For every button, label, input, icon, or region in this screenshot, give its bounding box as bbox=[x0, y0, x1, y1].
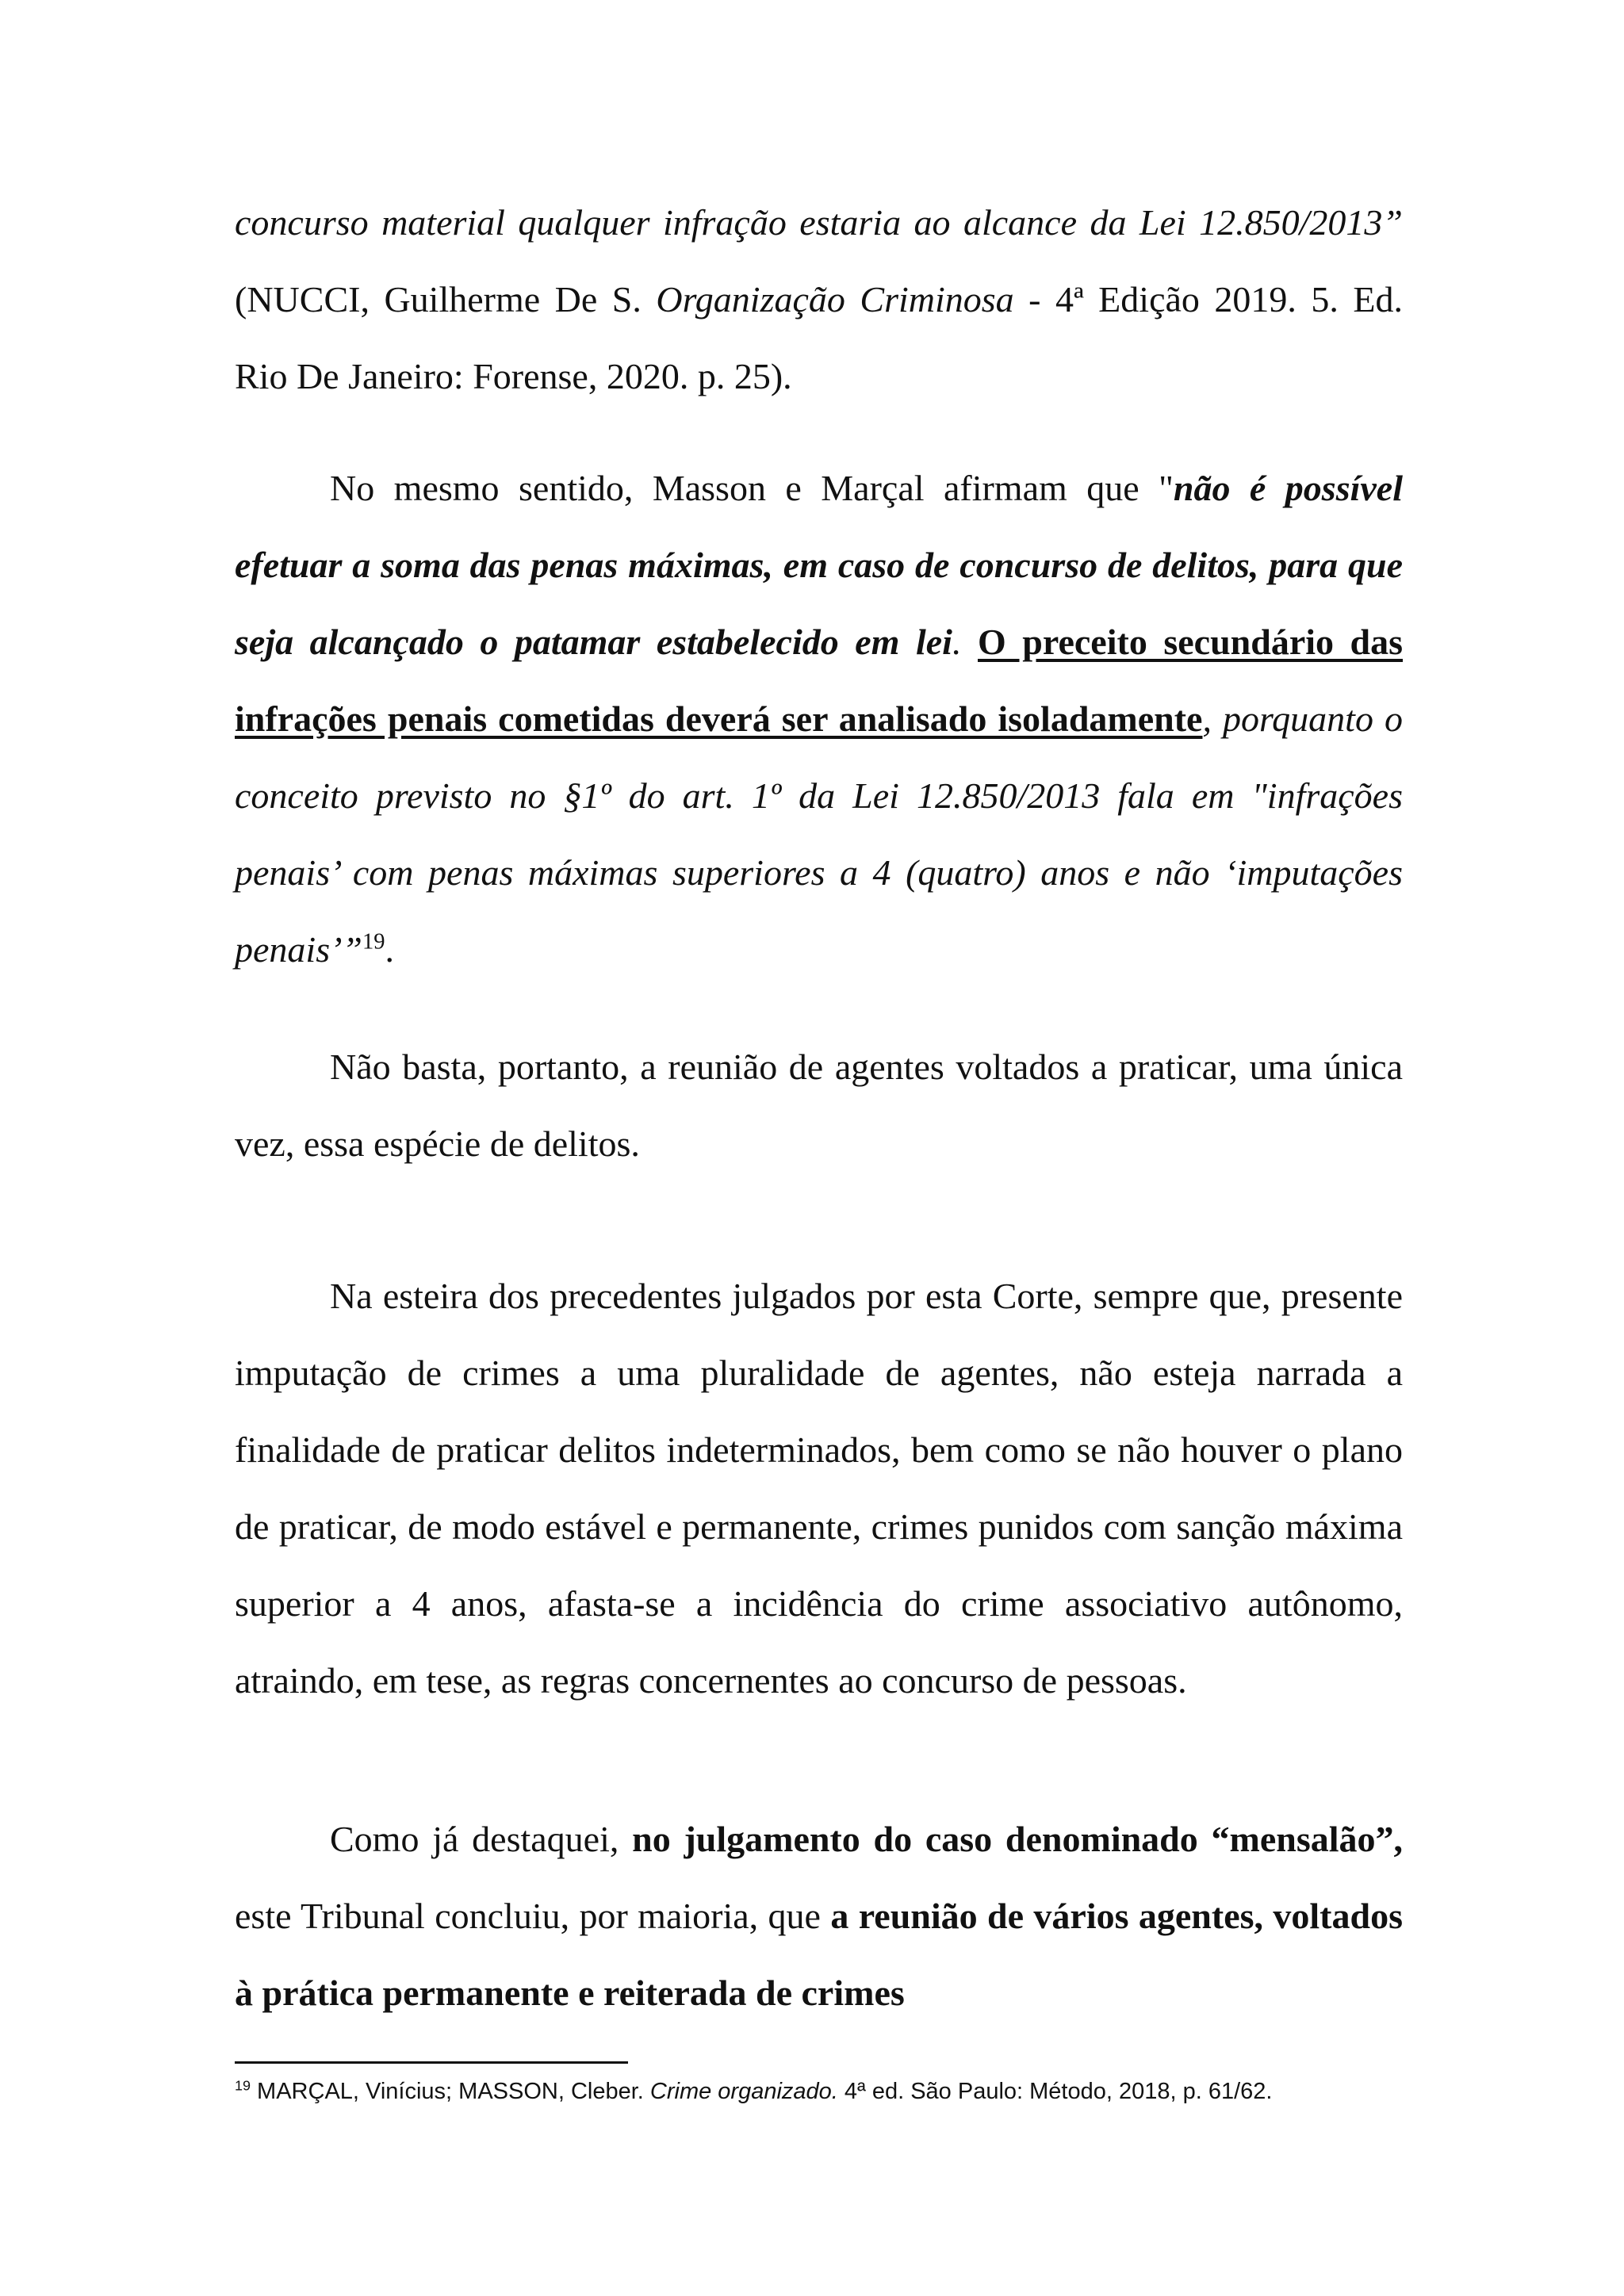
masson-end: . bbox=[385, 929, 395, 970]
paragraph-continued-quote bbox=[235, 184, 1403, 415]
citation-ref-end: - 4ª Edição 2019. 5. Ed. Rio De Janeiro: Forense, 2020. p. 25). bbox=[235, 279, 1404, 396]
mensalao-bold-a: no julgamento do caso denominado “mensalão”, bbox=[632, 1819, 1404, 1859]
citation-book-title: Organização Criminosa bbox=[656, 279, 1014, 320]
masson-bold-underline-quote: O preceito secundário das infrações penais cometidas deverá ser analisado isoladamente bbox=[235, 622, 1404, 739]
footnote-reference-19[interactable]: 19 bbox=[362, 929, 385, 955]
paragraph-nao-basta: Não basta, portanto, a reunião de agentes voltados a praticar, uma única vez, essa espécie de delitos. bbox=[235, 1047, 1403, 1164]
quote-end: concurso material qualquer infração estaria ao alcance da Lei 12.850/2013” bbox=[235, 202, 1403, 243]
mensalao-bold-b: a reunião de vários agentes, voltados à prática permanente e reiterada de crimes bbox=[235, 1896, 1403, 2013]
footnote-title: Crime organizado. bbox=[649, 2079, 838, 2104]
footnote-rest: 4ª ed. São Paulo: Método, 2018, p. 61/62. bbox=[837, 2079, 1273, 2104]
citation-ref-start: (NUCCI, Guilherme De S. bbox=[235, 279, 657, 320]
mensalao-lead: Como já destaquei, bbox=[330, 1819, 633, 1859]
paragraph-mensalao bbox=[235, 1800, 1403, 2031]
footnote-number: 19 bbox=[235, 2077, 251, 2094]
footnote-separator bbox=[235, 2061, 628, 2064]
paragraph-na-esteira: Na esteira dos precedentes julgados por esta Corte, sempre que, presente imputação de crimes a uma pluralidade de agentes, não esteja narrada a finalidade de praticar delitos indeterminados, bem como se não houver o plano de praticar, de modo estável e permanente, crimes punidos com sanção máxima superior a 4 anos, afasta-se a incidência do crime associativo autônomo, atraindo, em tese, as regras concernentes ao concurso de pessoas. bbox=[235, 1276, 1403, 1701]
masson-dot: . bbox=[952, 622, 978, 662]
masson-bold-italic-quote: não é possível efetuar a soma das penas máximas, em caso de concurso de delitos, para que seja alcançado o patamar estabelecido em lei bbox=[235, 468, 1403, 662]
masson-italic-rest: , porquanto o conceito previsto no §1º do art. 1º da Lei 12.850/2013 fala em "infrações penais’ com penas máximas superiores a 4 (quatro) anos e não ‘imputações penais’” bbox=[235, 698, 1403, 970]
footnote-authors: MARÇAL, Vinícius; MASSON, Cleber. bbox=[251, 2079, 650, 2104]
mensalao-mid: este Tribunal concluiu, por maioria, que bbox=[235, 1896, 831, 1936]
paragraph-masson-marcal bbox=[235, 450, 1403, 988]
masson-lead: No mesmo sentido, Masson e Marçal afirmam que " bbox=[330, 468, 1174, 508]
footnote-19 bbox=[235, 2074, 1403, 2109]
